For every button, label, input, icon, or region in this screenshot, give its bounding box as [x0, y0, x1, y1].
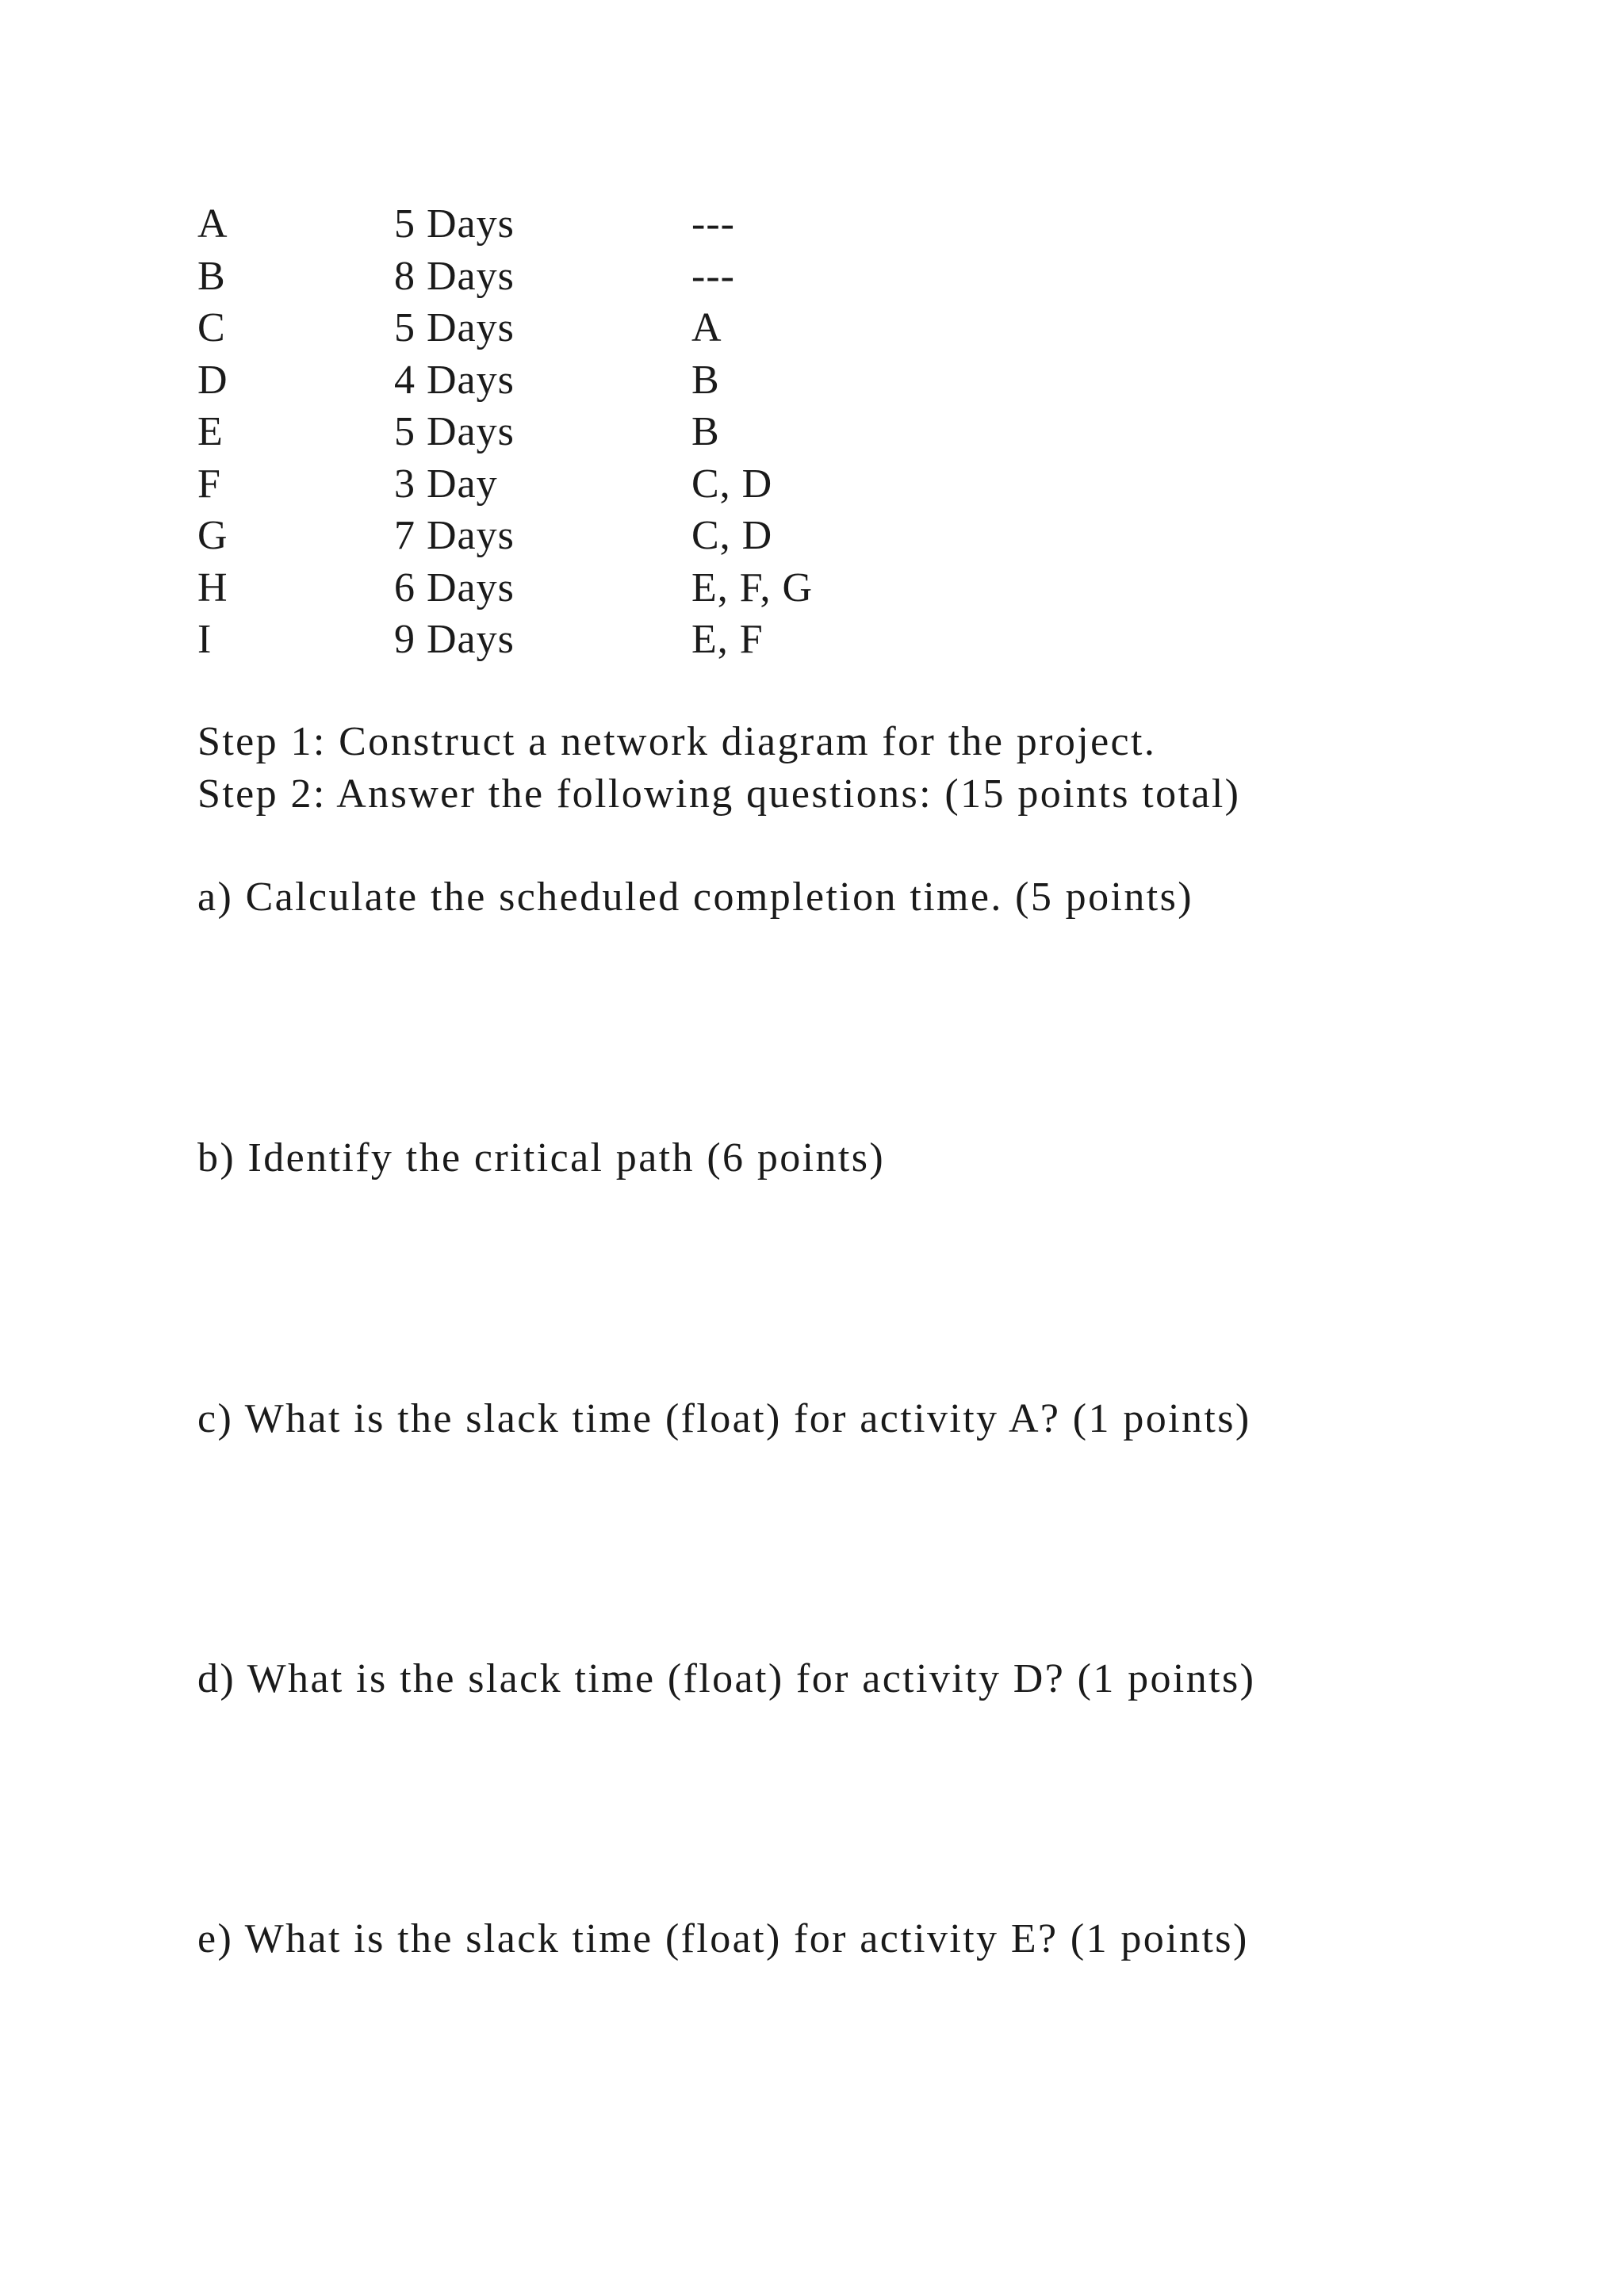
table-row [197, 354, 929, 407]
table-row [197, 251, 929, 303]
activity-cell: D [197, 357, 228, 403]
question-a: a) Calculate the scheduled completion time. (5 points) [197, 874, 1193, 920]
predecessor-cell: --- [691, 253, 735, 299]
step-2-instruction: Step 2: Answer the following questions: (15 points total) [197, 771, 1241, 817]
table-row [197, 614, 929, 666]
predecessor-cell: B [691, 357, 720, 403]
duration-cell: 5 Days [394, 409, 515, 454]
step-1-instruction: Step 1: Construct a network diagram for the project. [197, 719, 1157, 764]
predecessor-cell: B [691, 409, 720, 454]
activity-cell: I [197, 617, 213, 662]
duration-cell: 4 Days [394, 357, 515, 403]
question-d: d) What is the slack time (float) for activity D? (1 points) [197, 1656, 1256, 1701]
table-row [197, 198, 929, 251]
duration-cell: 5 Days [394, 201, 515, 247]
predecessor-cell: E, F, G [691, 564, 814, 610]
duration-cell: 3 Day [394, 461, 498, 507]
activity-cell: G [197, 513, 228, 558]
activity-cell: F [197, 461, 221, 507]
table-row [197, 510, 929, 562]
activity-cell: E [197, 409, 224, 454]
table-row [197, 406, 929, 458]
activity-table-body [197, 198, 929, 666]
table-row [197, 458, 929, 511]
activity-cell: H [197, 564, 228, 610]
table-row [197, 562, 929, 614]
activity-cell: B [197, 253, 226, 299]
duration-cell: 5 Days [394, 305, 515, 350]
duration-cell: 9 Days [394, 617, 515, 662]
predecessor-cell: --- [691, 201, 735, 247]
table-row [197, 302, 929, 354]
activity-cell: A [197, 201, 228, 247]
activity-table [197, 198, 929, 666]
predecessor-cell: E, F [691, 617, 764, 662]
duration-cell: 6 Days [394, 564, 515, 610]
activity-cell: C [197, 305, 226, 350]
predecessor-cell: C, D [691, 513, 773, 558]
question-c: c) What is the slack time (float) for activity A? (1 points) [197, 1396, 1251, 1441]
duration-cell: 8 Days [394, 253, 515, 299]
predecessor-cell: A [691, 305, 722, 350]
question-e: e) What is the slack time (float) for activity E? (1 points) [197, 1916, 1249, 1961]
question-b: b) Identify the critical path (6 points) [197, 1135, 886, 1181]
duration-cell: 7 Days [394, 513, 515, 558]
predecessor-cell: C, D [691, 461, 773, 507]
